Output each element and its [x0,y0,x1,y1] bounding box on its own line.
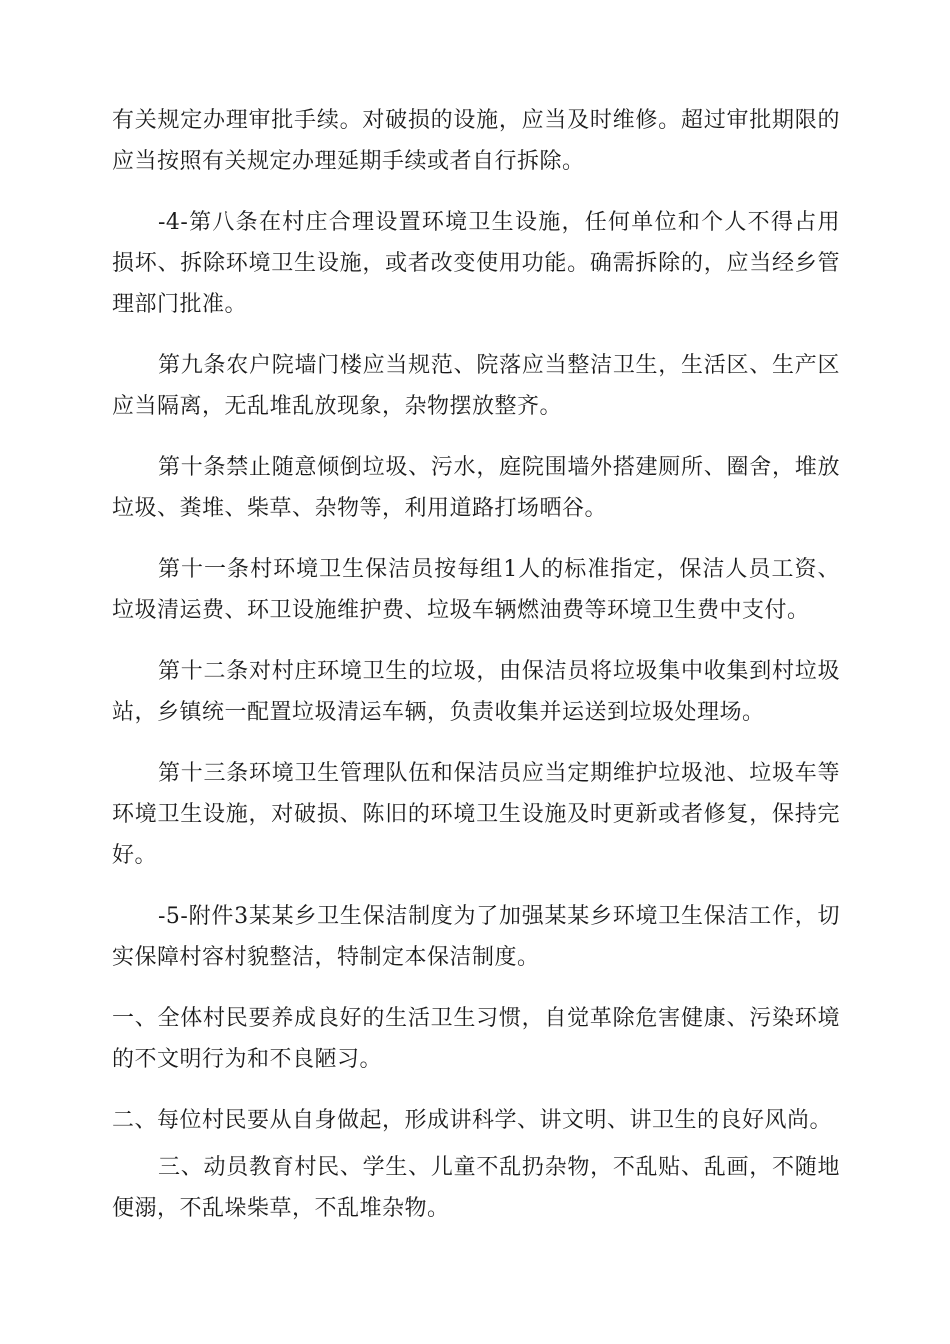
document-page [112,100,840,1229]
paragraph-rule-3: 三、动员教育村民、学生、儿童不乱扔杂物，不乱贴、乱画，不随地便溺，不乱垛柴草，不乱堆杂物。 [112,1155,840,1221]
paragraph-article-13: 第十三条环境卫生管理队伍和保洁员应当定期维护垃圾池、垃圾车等环境卫生设施，对破损、陈旧的环境卫生设施及时更新或者修复，保持完好。 [112,761,840,868]
paragraph-rule-1: 一、全体村民要养成良好的生活卫生习惯，自觉革除危害健康、污染环境的不文明行为和不良陋习。 [112,1006,840,1072]
paragraph-1: 有关规定办理审批手续。对破损的设施，应当及时维修。超过审批期限的应当按照有关规定办理延期手续或者自行拆除。 [112,108,840,174]
paragraph-article-9: 第九条农户院墙门楼应当规范、院落应当整洁卫生，生活区、生产区应当隔离，无乱堆乱放现象，杂物摆放整齐。 [112,353,840,419]
paragraph-rule-2: 二、每位村民要从自身做起，形成讲科学、讲文明、讲卫生的良好风尚。 [112,1108,833,1133]
paragraph-article-12: 第十二条对村庄环境卫生的垃圾，由保洁员将垃圾集中收集到村垃圾站，乡镇统一配置垃圾清运车辆，负责收集并运送到垃圾处理场。 [112,659,840,725]
paragraph-attachment-3: -5-附件3某某乡卫生保洁制度为了加强某某乡环境卫生保洁工作，切实保障村容村貌整洁，特制定本保洁制度。 [112,904,840,970]
paragraph-article-10: 第十条禁止随意倾倒垃圾、污水，庭院围墙外搭建厕所、圈舍，堆放垃圾、粪堆、柴草、杂物等，利用道路打场晒谷。 [112,455,840,521]
paragraph-article-11: 第十一条村环境卫生保洁员按每组1人的标准指定，保洁人员工资、垃圾清运费、环卫设施维护费、垃圾车辆燃油费等环境卫生费中支付。 [112,557,840,623]
paragraph-article-8: -4-第八条在村庄合理设置环境卫生设施，任何单位和个人不得占用损坏、拆除环境卫生设施，或者改变使用功能。确需拆除的，应当经乡管理部门批准。 [112,210,840,317]
